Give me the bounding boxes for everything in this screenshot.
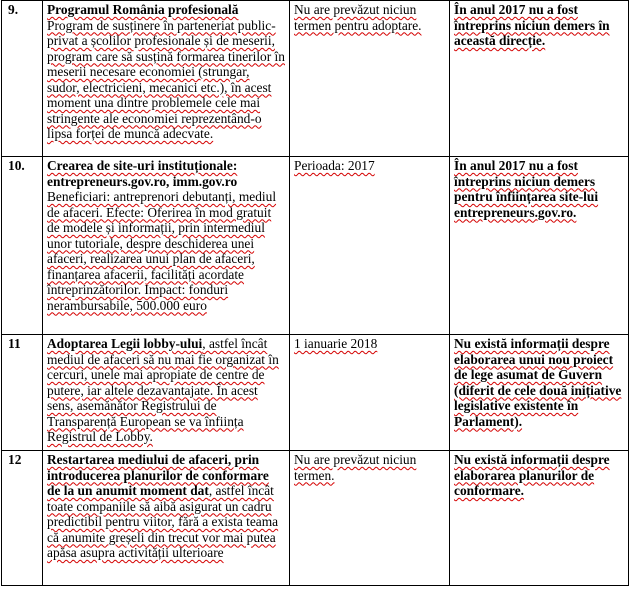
table-row xyxy=(2,157,629,335)
term-text: Nu are prevăzut niciun termen pentru adoptare. xyxy=(294,2,422,33)
measure-description: Program de susținere în parteneriat public-privat a școlilor profesionale și de meserii, program care să susțină formarea tinerilor în meserii necesare economiei (strungar, sudor, electricieni, mecanici etc.), în acest moment una dintre problemele cele mai stringente ale economiei reprezentând-o lipsa forței de muncă adecvate. xyxy=(47,17,285,141)
measure-description: , astfel încât mediul de afaceri să nu mai fie organizat în cercuri, unele mai apropiate de centre de putere, iar altele dezavantajate. În acest sens, asemănător Registrului de Transparență European se va înființa Registrul de Lobby. xyxy=(47,336,279,444)
term-cell xyxy=(290,335,450,451)
measure-description: , astfel încât toate companiile să aibă asigurat un cadru predictibil pentru viitor, fără a exista teama că anumite greșeli din trecut vor mai putea apăsa asupra activității ulterioare xyxy=(47,483,279,560)
table-row xyxy=(2,1,629,157)
table-row xyxy=(2,335,629,451)
term-cell xyxy=(290,1,450,157)
term-cell xyxy=(290,157,450,335)
measure-cell xyxy=(43,157,290,335)
row-number: 11 xyxy=(2,335,43,451)
measure-sites: entrepreneurs.gov.ro, imm.gov.ro xyxy=(47,173,238,189)
term-cell xyxy=(290,451,450,586)
status-cell xyxy=(450,451,629,586)
measure-cell xyxy=(43,451,290,586)
measure-description: Beneficiari: antreprenori debutanți, mediul de afaceri. Efecte: Oferirea în mod gratuit de modele și informații, prin intermediul unor tutoriale, despre deschiderea unei afaceri, realizarea unui plan de afaceri, finanțarea afacerii, facilități acordate întreprinzătorilor. Impact: fonduri nerambursabile, 500.000 euro xyxy=(47,189,277,313)
status-text: În anul 2017 nu a fost întreprins niciun demers pentru înființarea site-lui entrepreneurs.gov.ro. xyxy=(454,158,599,220)
measure-title: Adoptarea Legii lobby-ului xyxy=(47,336,203,351)
row-number: 10. xyxy=(2,157,43,335)
measure-cell xyxy=(43,335,290,451)
measure-title: Programul România profesională xyxy=(47,2,239,17)
status-cell xyxy=(450,157,629,335)
status-text: Nu există informații despre elaborarea unui nou proiect de lege asumat de Guvern (diferit de cele două inițiative legislative existente în Parlament). xyxy=(454,336,622,429)
row-number: 12 xyxy=(2,451,43,586)
measure-title: Restartarea mediului de afaceri, prin introducerea planurilor de conformare de la un anumit moment dat xyxy=(47,452,269,498)
measure-cell xyxy=(43,1,290,157)
status-text: În anul 2017 nu a fost întreprins niciun demers în această direcție. xyxy=(454,2,610,48)
status-text: Nu există informații despre elaborarea planurilor de conformare. xyxy=(454,452,610,498)
row-number: 9. xyxy=(2,1,43,157)
measure-title: Crearea de site-uri instituționale: xyxy=(47,158,238,173)
term-text: Perioada: 2017 xyxy=(294,158,375,173)
term-text: Nu are prevăzut niciun termen. xyxy=(294,452,417,483)
status-cell xyxy=(450,1,629,157)
term-text: 1 ianuarie 2018 xyxy=(294,336,378,351)
status-cell xyxy=(450,335,629,451)
table-row xyxy=(2,451,629,586)
measures-table xyxy=(1,0,629,586)
